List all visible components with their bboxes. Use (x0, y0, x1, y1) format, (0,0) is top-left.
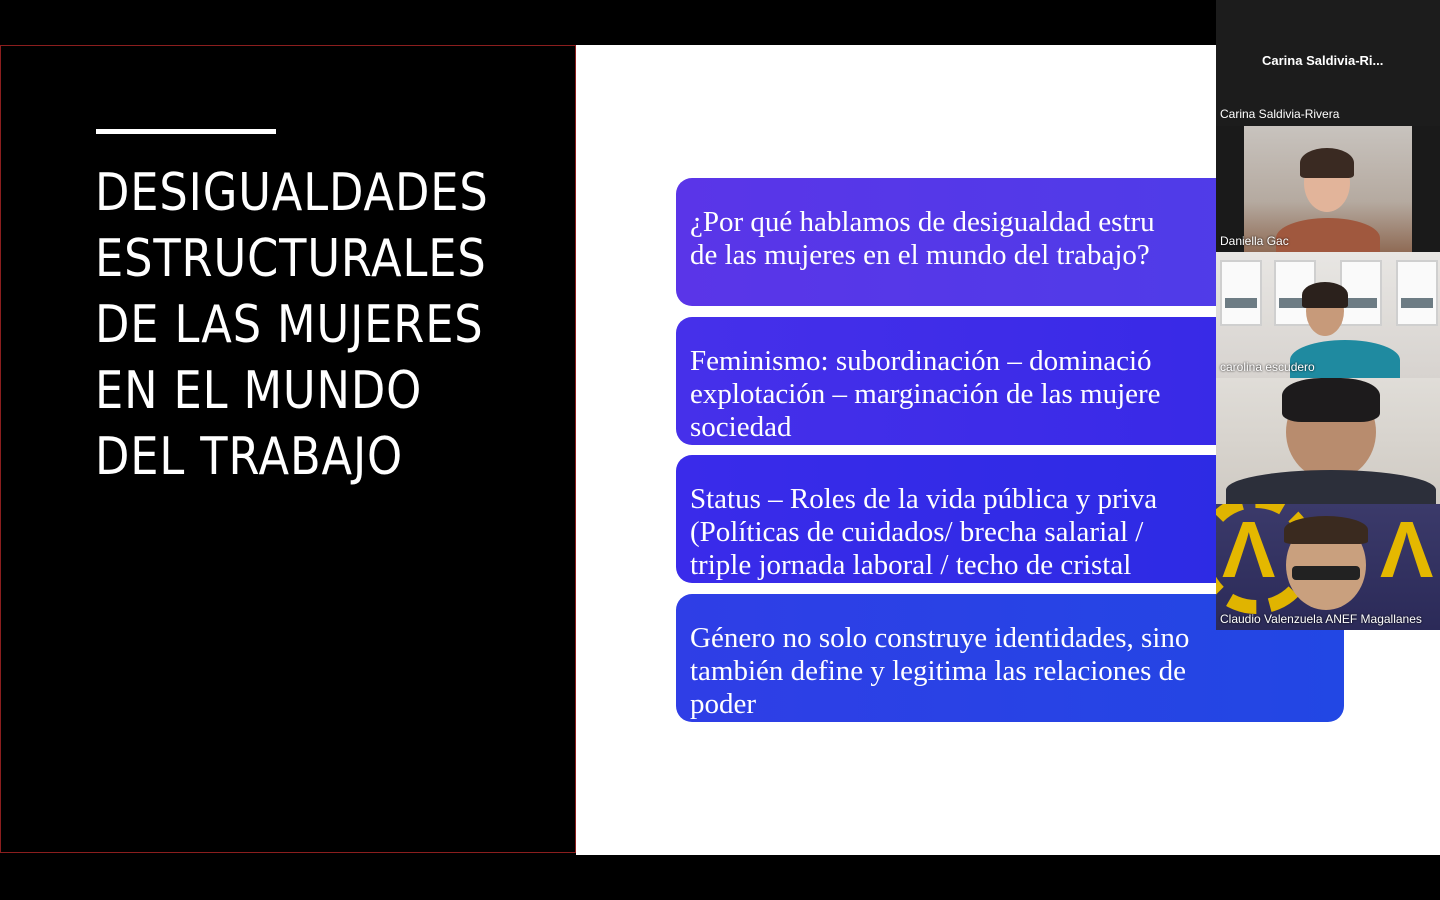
box-text-line: Género no solo construye identidades, sino (690, 622, 1190, 654)
box-text-line: explotación – marginación de las mujere (690, 378, 1161, 410)
logo-letter-icon: Ʌ (1380, 505, 1434, 594)
bottom-black-bar (0, 855, 1440, 900)
slide-title-line: DESIGUALDADES (95, 163, 489, 223)
participant-video-tile[interactable] (1216, 126, 1440, 252)
box-text-line: (Políticas de cuidados/ brecha salarial / (690, 516, 1144, 548)
box-text-line: de las mujeres en el mundo del trabajo? (690, 239, 1150, 271)
active-speaker-header[interactable] (1216, 0, 1440, 126)
box-text-line: sociedad (690, 411, 792, 443)
host-name-label: Carina Saldivia-Rivera (1220, 107, 1340, 121)
host-display-name: Carina Saldivia-Ri... (1262, 53, 1384, 68)
slide-title-line: DE LAS MUJERES (95, 295, 484, 355)
participant-hair (1282, 378, 1380, 422)
participant-video-tile[interactable] (1216, 504, 1440, 630)
participant-body (1276, 218, 1380, 252)
participant-name: carolina escudero (1220, 360, 1315, 374)
box-text-line: también define y legitima las relaciones de (690, 655, 1187, 687)
participant-hair (1302, 282, 1348, 308)
participant-name: Claudio Valenzuela ANEF Magallanes (1220, 612, 1422, 626)
participant-body (1226, 470, 1436, 504)
glasses-icon (1292, 566, 1360, 580)
box-text-line: poder (690, 688, 757, 720)
box-text-line: triple jornada laboral / techo de cristal (690, 549, 1132, 581)
logo-letter-icon: Ʌ (1222, 505, 1276, 594)
participant-hair (1300, 148, 1354, 178)
participant-hair (1284, 516, 1368, 544)
participants-panel (1216, 0, 1440, 630)
title-accent-bar (96, 129, 276, 134)
wall-picture (1396, 260, 1438, 326)
wall-picture (1220, 260, 1262, 326)
box-text-line: ¿Por qué hablamos de desigualdad estru (690, 206, 1155, 238)
participant-video-tile[interactable] (1216, 378, 1440, 504)
slide-title-line: ESTRUCTURALES (95, 229, 487, 289)
box-text-line: Status – Roles de la vida pública y priva (690, 483, 1158, 515)
slide-title-line: EN EL MUNDO (95, 361, 423, 421)
participant-video-tile[interactable] (1216, 252, 1440, 378)
box-text-line: Feminismo: subordinación – dominació (690, 345, 1152, 377)
slide-title-panel (0, 45, 576, 853)
slide-title-line: DEL TRABAJO (95, 427, 404, 487)
participant-name: Daniella Gac (1220, 234, 1289, 248)
slide-title (95, 160, 555, 490)
